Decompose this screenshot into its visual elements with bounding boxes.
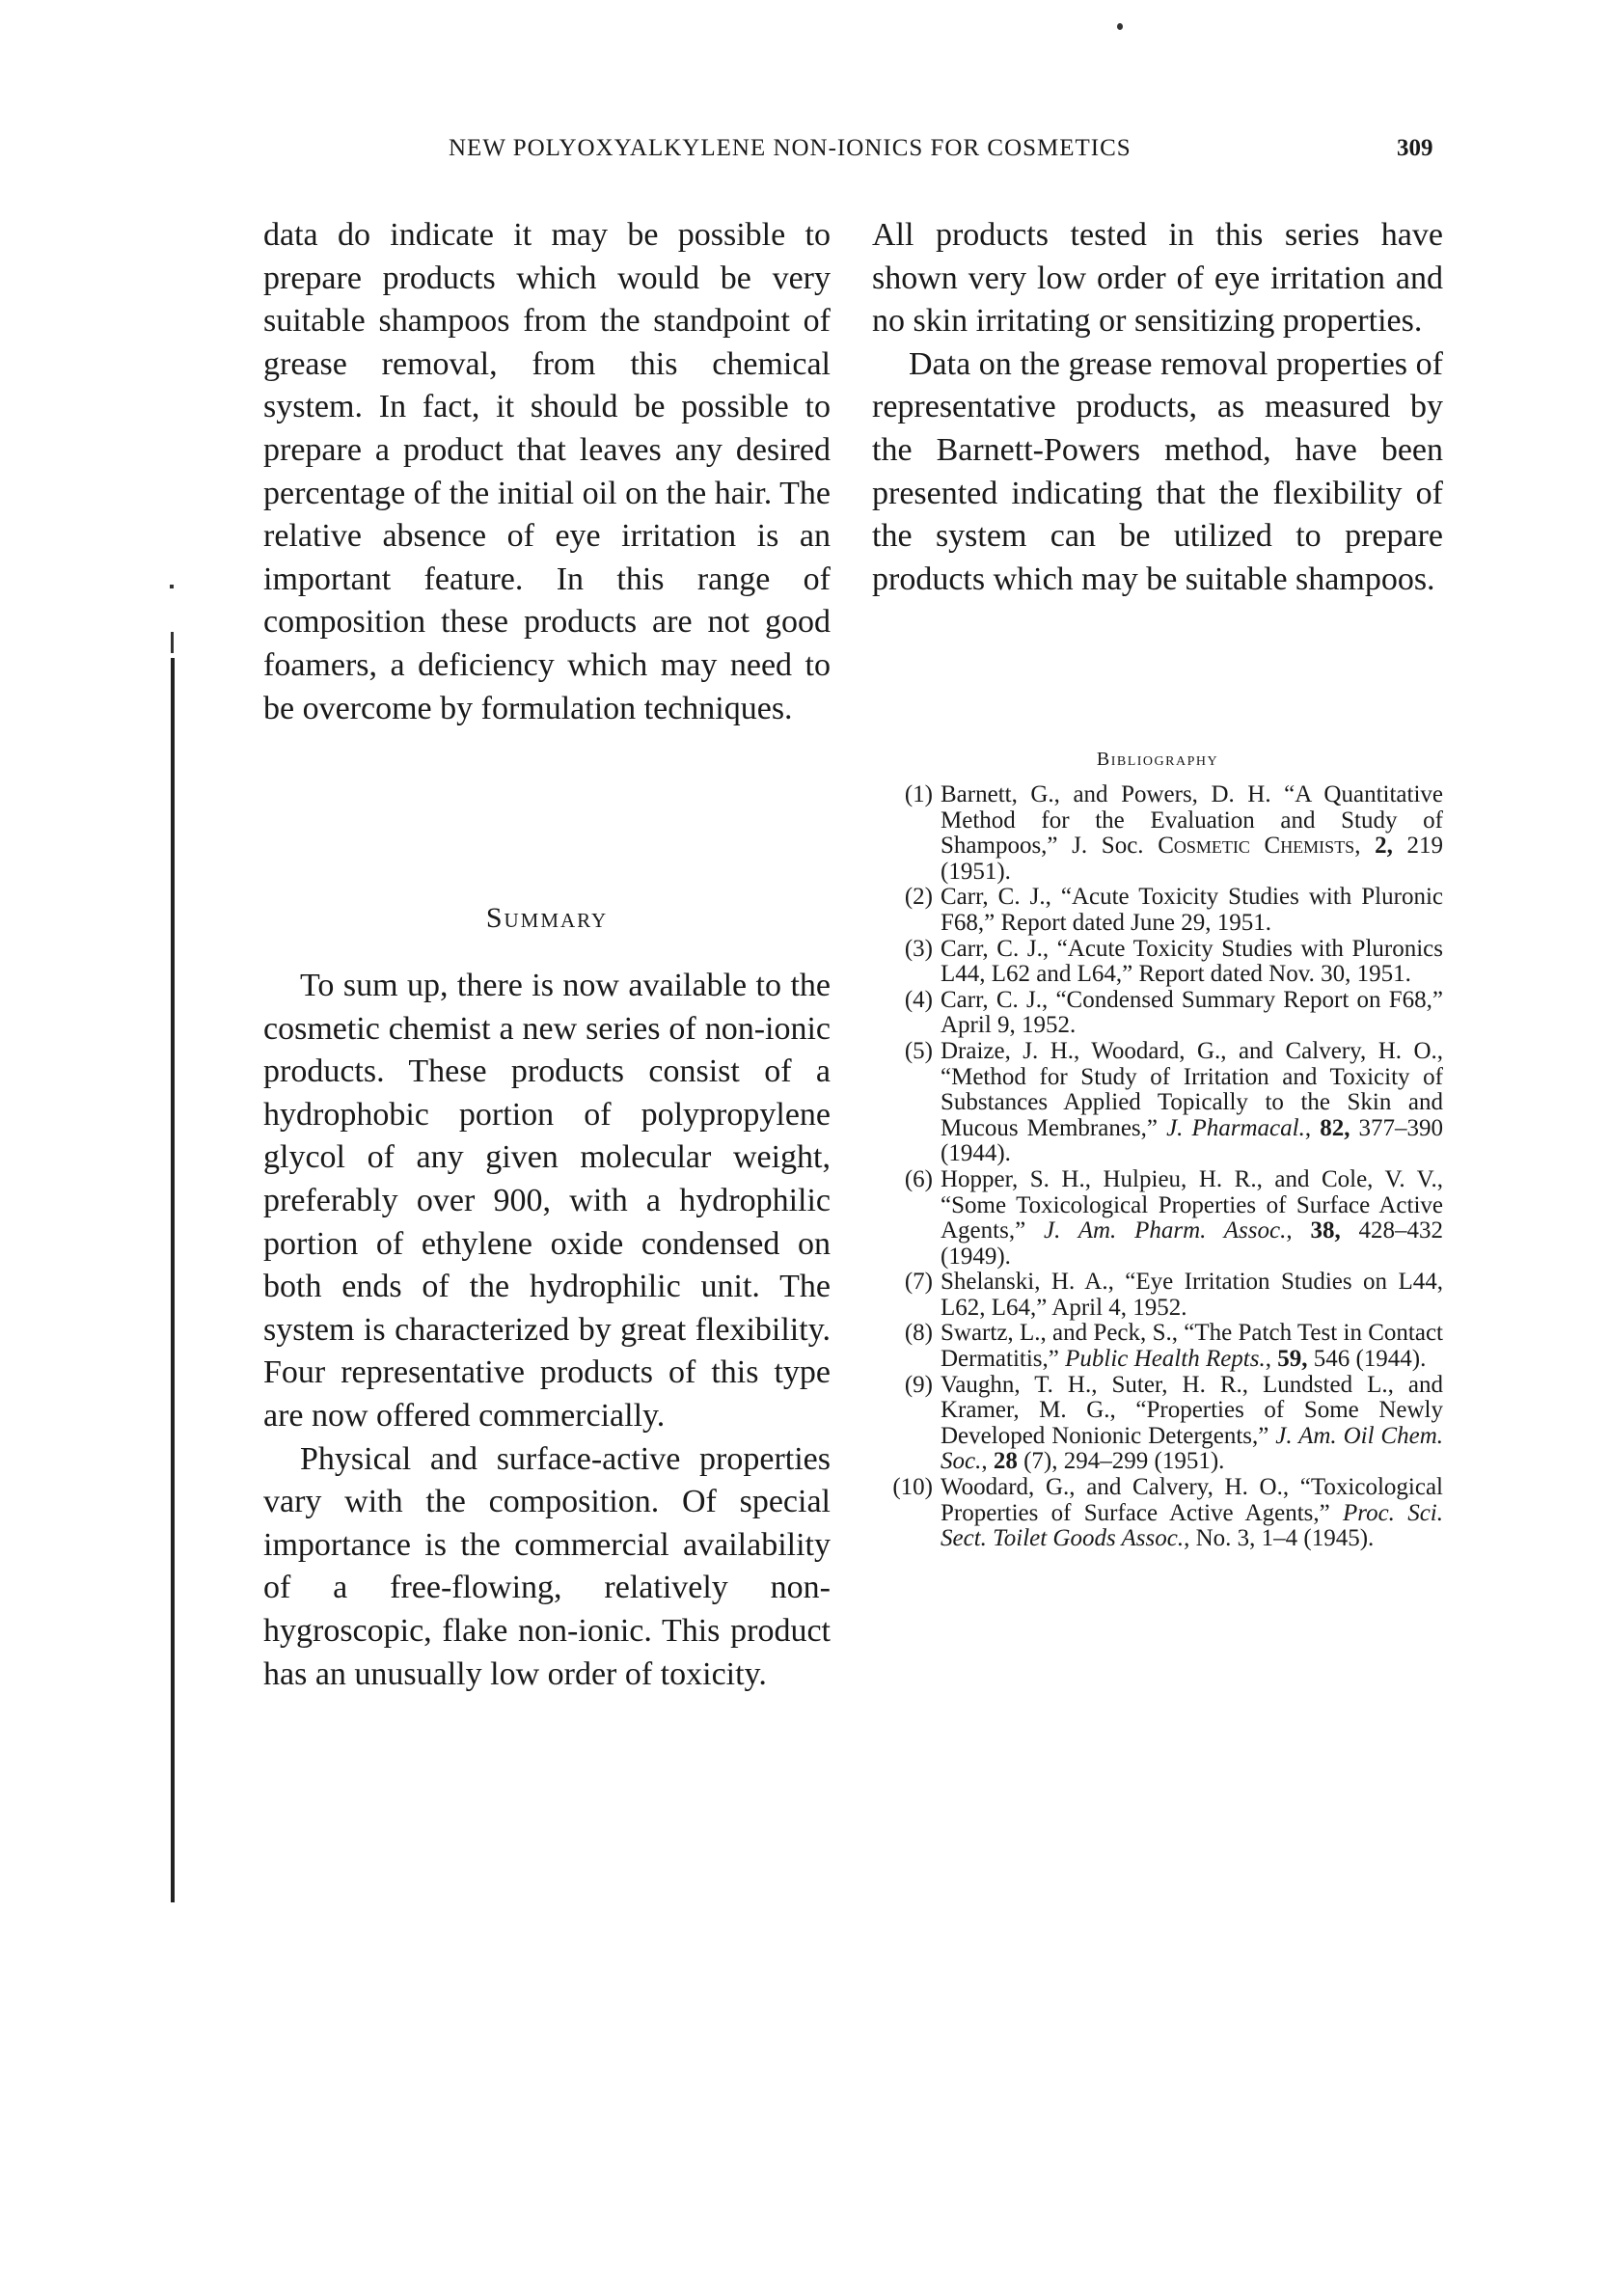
- reference-segment: Barnett, G., and Powers, D. H. “A Quantitative Method for the Evaluation and Study of Shampoos,” J. Soc.: [941, 781, 1443, 860]
- reference-number: (5): [904, 1037, 933, 1064]
- bibliography-entry: [872, 988, 1443, 1039]
- paragraph: Data on the grease removal properties of representative products, as measured by the Barnett-Powers method, have been presented indicating that the flexibility of the system can be utilized to prepare products which may be suitable shampoos.: [872, 345, 1443, 597]
- reference-segment: Carr, C. J., “Acute Toxicity Studies with Pluronics L44, L62 and L64,” Report dated Nov. 30, 1951.: [941, 935, 1443, 988]
- margin-tick: [171, 632, 174, 653]
- reference-segment: Swartz, L., and Peck, S., “The Patch Test in Contact Dermatitis,”: [941, 1320, 1443, 1373]
- left-column: [263, 214, 831, 730]
- scan-speck: [1117, 23, 1123, 30]
- bibliography-entry: [872, 1321, 1443, 1372]
- reference-segment: 377–390 (1944).: [941, 1114, 1444, 1167]
- reference-text: [941, 1270, 1443, 1321]
- margin-dot: [170, 585, 174, 588]
- reference-text: [941, 1039, 1443, 1167]
- reference-number: (4): [904, 986, 933, 1013]
- reference-number: (1): [904, 781, 933, 807]
- bibliography-entry: [872, 782, 1443, 885]
- right-column: [872, 214, 1443, 601]
- paragraph: Physical and surface-active properties vary with the composition. Of special importance is the commercial availability of a free-flowing, relatively non-hygroscopic, flake non-ionic. This product has an unusually low order of toxicity.: [263, 1440, 831, 1692]
- reference-number: (7): [904, 1269, 933, 1296]
- reference-segment: ,: [981, 1448, 994, 1475]
- reference-segment: 59,: [1277, 1346, 1308, 1373]
- reference-number: (9): [904, 1371, 933, 1398]
- reference-segment: Cosmetic Chemists: [1158, 833, 1355, 860]
- reference-segment: J. Am. Oil Chem. Soc.: [941, 1422, 1443, 1475]
- reference-segment: 546 (1944).: [1307, 1346, 1427, 1373]
- reference-segment: 428–432 (1949).: [941, 1217, 1444, 1270]
- reference-segment: J. Am. Pharm. Assoc.: [1044, 1217, 1287, 1244]
- reference-segment: J. Pharmacal.: [1166, 1114, 1305, 1141]
- reference-segment: 82,: [1320, 1114, 1350, 1141]
- bibliography-heading: Bibliography: [1096, 749, 1219, 770]
- section-heading-summary: Summary: [485, 902, 609, 934]
- bibliography-entry: [872, 1270, 1443, 1321]
- reference-segment: Woodard, G., and Calvery, H. O., “Toxicological Properties of Surface Active Agents,”: [941, 1474, 1443, 1526]
- reference-segment: Proc. Sci. Sect. Toilet Goods Assoc.: [941, 1499, 1443, 1552]
- bibliography-entry: [872, 1039, 1443, 1167]
- reference-number: (10): [892, 1474, 933, 1501]
- reference-text: [941, 885, 1443, 936]
- margin-change-bar: [171, 658, 175, 1902]
- reference-text: [941, 1373, 1443, 1475]
- reference-segment: Carr, C. J., “Acute Toxicity Studies with Pluronic F68,” Report dated June 29, 1951.: [941, 884, 1443, 936]
- paragraph: To sum up, there is now available to the cosmetic chemist a new series of non-ionic products. These products consist of a hydrophobic portion of polypropylene glycol of any given molecular weight, preferably over 900, with a hydrophilic portion of ethylene oxide condensed on both ends of the hydrophilic unit. The system is characterized by great flexibility. Four representative products of this type are now offered commercially.: [263, 968, 831, 1434]
- reference-text: [941, 1475, 1443, 1552]
- reference-text: [941, 988, 1443, 1039]
- reference-segment: Hopper, S. H., Hulpieu, H. R., and Cole, V. V., “Some Toxicological Properties of Surface Active Agents,”: [941, 1165, 1443, 1244]
- reference-number: (6): [904, 1165, 933, 1192]
- reference-segment: , No. 3, 1–4 (1945).: [1184, 1525, 1375, 1552]
- bibliography-entry: [872, 885, 1443, 936]
- paragraph: data do indicate it may be possible to prepare products which would be very suitable shampoos from the standpoint of grease removal, from this chemical system. In fact, it should be possible to prepare a product that leaves any desired percentage of the initial oil on the hair. The relative absence of eye irritation is an important feature. In this range of composition these products are not good foamers, a deficiency which may need to be overcome by formulation techniques.: [263, 217, 831, 726]
- reference-segment: 28: [993, 1448, 1018, 1475]
- reference-number: (2): [904, 884, 933, 911]
- reference-segment: (7), 294–299 (1951).: [1017, 1448, 1225, 1475]
- reference-segment: 2,: [1375, 833, 1393, 860]
- reference-segment: ,: [1304, 1114, 1321, 1141]
- reference-segment: Draize, J. H., Woodard, G., and Calvery, H. O., “Method for Study of Irritation and Toxicity of Substances Applied Topically to the Skin and Mucous Membranes,”: [941, 1037, 1443, 1141]
- reference-segment: Vaughn, T. H., Suter, H. R., Lundsted L., and Kramer, M. G., “Properties of Some Newly Developed Nonionic Detergents,”: [941, 1371, 1443, 1449]
- reference-segment: ,: [1265, 1346, 1278, 1373]
- reference-text: [941, 937, 1443, 988]
- reference-segment: Shelanski, H. A., “Eye Irritation Studies on L44, L62, L64,” April 4, 1952.: [941, 1269, 1443, 1321]
- bibliography-entry: [872, 1373, 1443, 1475]
- reference-segment: 219 (1951).: [941, 833, 1444, 885]
- bibliography-entry: [872, 1475, 1443, 1552]
- reference-segment: ,: [1354, 833, 1376, 860]
- reference-segment: ,: [1286, 1217, 1311, 1244]
- paragraph: All products tested in this series have shown very low order of eye irritation and no skin irritating or sensitizing properties.: [872, 217, 1443, 340]
- page-number: 309: [1397, 135, 1433, 161]
- bibliography-list: [872, 782, 1443, 1552]
- summary-body: [263, 965, 831, 1696]
- running-header: NEW POLYOXYALKYLENE NON-IONICS FOR COSMETICS: [449, 135, 1132, 161]
- reference-text: [941, 1167, 1443, 1270]
- bibliography-entry: [872, 1167, 1443, 1270]
- reference-number: (8): [904, 1320, 933, 1347]
- reference-text: [941, 782, 1443, 885]
- reference-segment: 38,: [1310, 1217, 1341, 1244]
- reference-text: [941, 1321, 1443, 1372]
- bibliography-entry: [872, 937, 1443, 988]
- reference-segment: Public Health Repts.: [1065, 1346, 1266, 1373]
- reference-segment: Carr, C. J., “Condensed Summary Report on F68,” April 9, 1952.: [941, 986, 1443, 1039]
- reference-number: (3): [904, 935, 933, 962]
